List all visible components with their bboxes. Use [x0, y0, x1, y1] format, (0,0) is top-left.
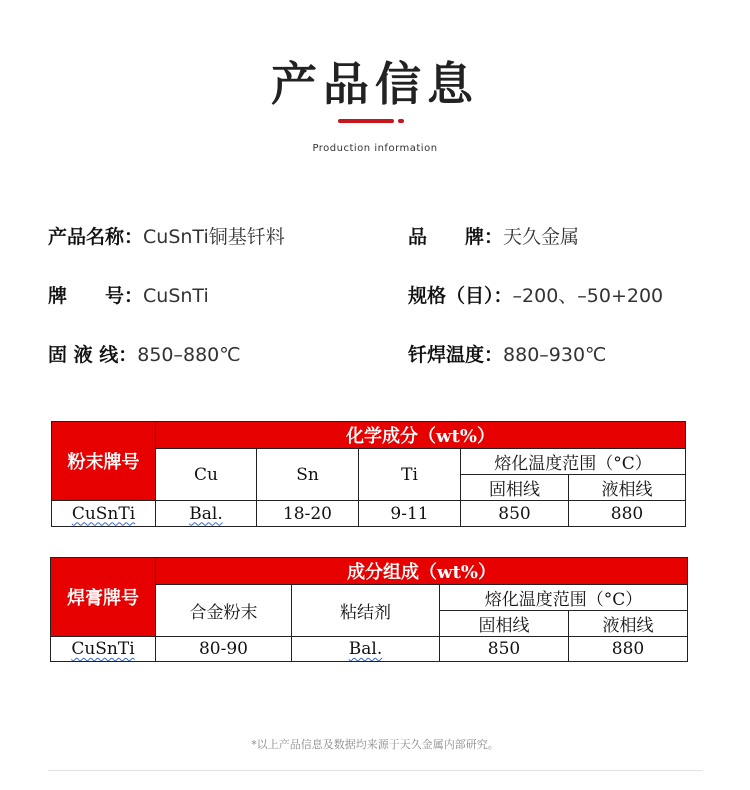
info-spec: [408, 281, 663, 308]
powder-row-cu-text: Bal.: [189, 503, 223, 524]
info-grade-value: CuSnTi: [143, 285, 209, 307]
paste-row-binder: [292, 637, 440, 662]
paste-row-solidus: 850: [440, 637, 569, 662]
powder-col-ti: Ti: [359, 449, 461, 501]
info-brazing-temp: [408, 340, 606, 367]
powder-row-sn: 18-20: [257, 501, 359, 527]
powder-melting-range-header: 熔化温度范围（°C）: [461, 449, 686, 475]
powder-row-grade-text: CuSnTi: [71, 503, 136, 524]
paste-liquidus-header: 液相线: [569, 611, 688, 637]
info-grade: [48, 281, 209, 308]
powder-composition-header: 化学成分（wt%）: [156, 422, 686, 449]
paste-composition-header: 成分组成（wt%）: [156, 558, 688, 585]
table-row: [51, 637, 688, 662]
powder-row-solidus: 850: [461, 501, 569, 527]
paste-row-binder-text: Bal.: [348, 639, 383, 659]
info-product-name-value: CuSnTi铜基钎料: [143, 226, 285, 248]
info-spec-value: –200、–50+200: [512, 285, 664, 307]
info-solidus-liquidus-label: 固 液 线：: [48, 344, 138, 366]
paste-row-liquidus: 880: [569, 637, 688, 662]
title-accent-dot: [398, 119, 404, 123]
paste-col-binder: 粘结剂: [292, 585, 440, 637]
powder-col-cu: Cu: [156, 449, 257, 501]
powder-row-liquidus: 880: [569, 501, 686, 527]
paste-grade-header: 焊膏牌号: [51, 558, 156, 637]
powder-solidus-header: 固相线: [461, 475, 569, 501]
info-brazing-temp-label: 钎焊温度：: [408, 344, 504, 366]
paste-melting-range-header: 熔化温度范围（°C）: [440, 585, 688, 611]
info-solidus-liquidus: [48, 340, 241, 367]
info-brand-value: 天久金属: [503, 226, 580, 248]
paste-row-alloy-powder: 80-90: [156, 637, 292, 662]
powder-liquidus-header: 液相线: [569, 475, 686, 501]
page-title: 产品信息: [271, 57, 479, 111]
powder-col-sn: Sn: [257, 449, 359, 501]
info-spec-label: 规格（目）：: [408, 285, 513, 307]
powder-row-cu: [156, 501, 257, 527]
info-brand-label: 品 牌：: [408, 226, 504, 248]
paste-col-alloy-powder: 合金粉末: [156, 585, 292, 637]
footer-divider: [48, 770, 703, 771]
powder-row-grade: [52, 501, 156, 527]
powder-grade-header: 粉末牌号: [52, 422, 156, 501]
info-solidus-liquidus-value: 850–880℃: [137, 344, 241, 366]
info-product-name-label: 产品名称：: [48, 226, 144, 248]
paste-composition-table: [50, 557, 688, 662]
page-subtitle: Production information: [312, 143, 438, 154]
info-brazing-temp-value: 880–930℃: [503, 344, 607, 366]
info-brand: [408, 222, 579, 249]
footnote: *以上产品信息及数据均来源于天久金属内部研究。: [251, 738, 499, 751]
powder-composition-table: [51, 421, 686, 527]
title-accent-bar: [338, 119, 394, 123]
info-grade-label: 牌 号：: [48, 285, 144, 307]
paste-solidus-header: 固相线: [440, 611, 569, 637]
paste-row-grade: [51, 637, 156, 662]
table-row: [52, 501, 686, 527]
powder-row-ti: 9-11: [359, 501, 461, 527]
paste-row-grade-text: CuSnTi: [71, 639, 135, 659]
info-product-name: [48, 222, 285, 249]
